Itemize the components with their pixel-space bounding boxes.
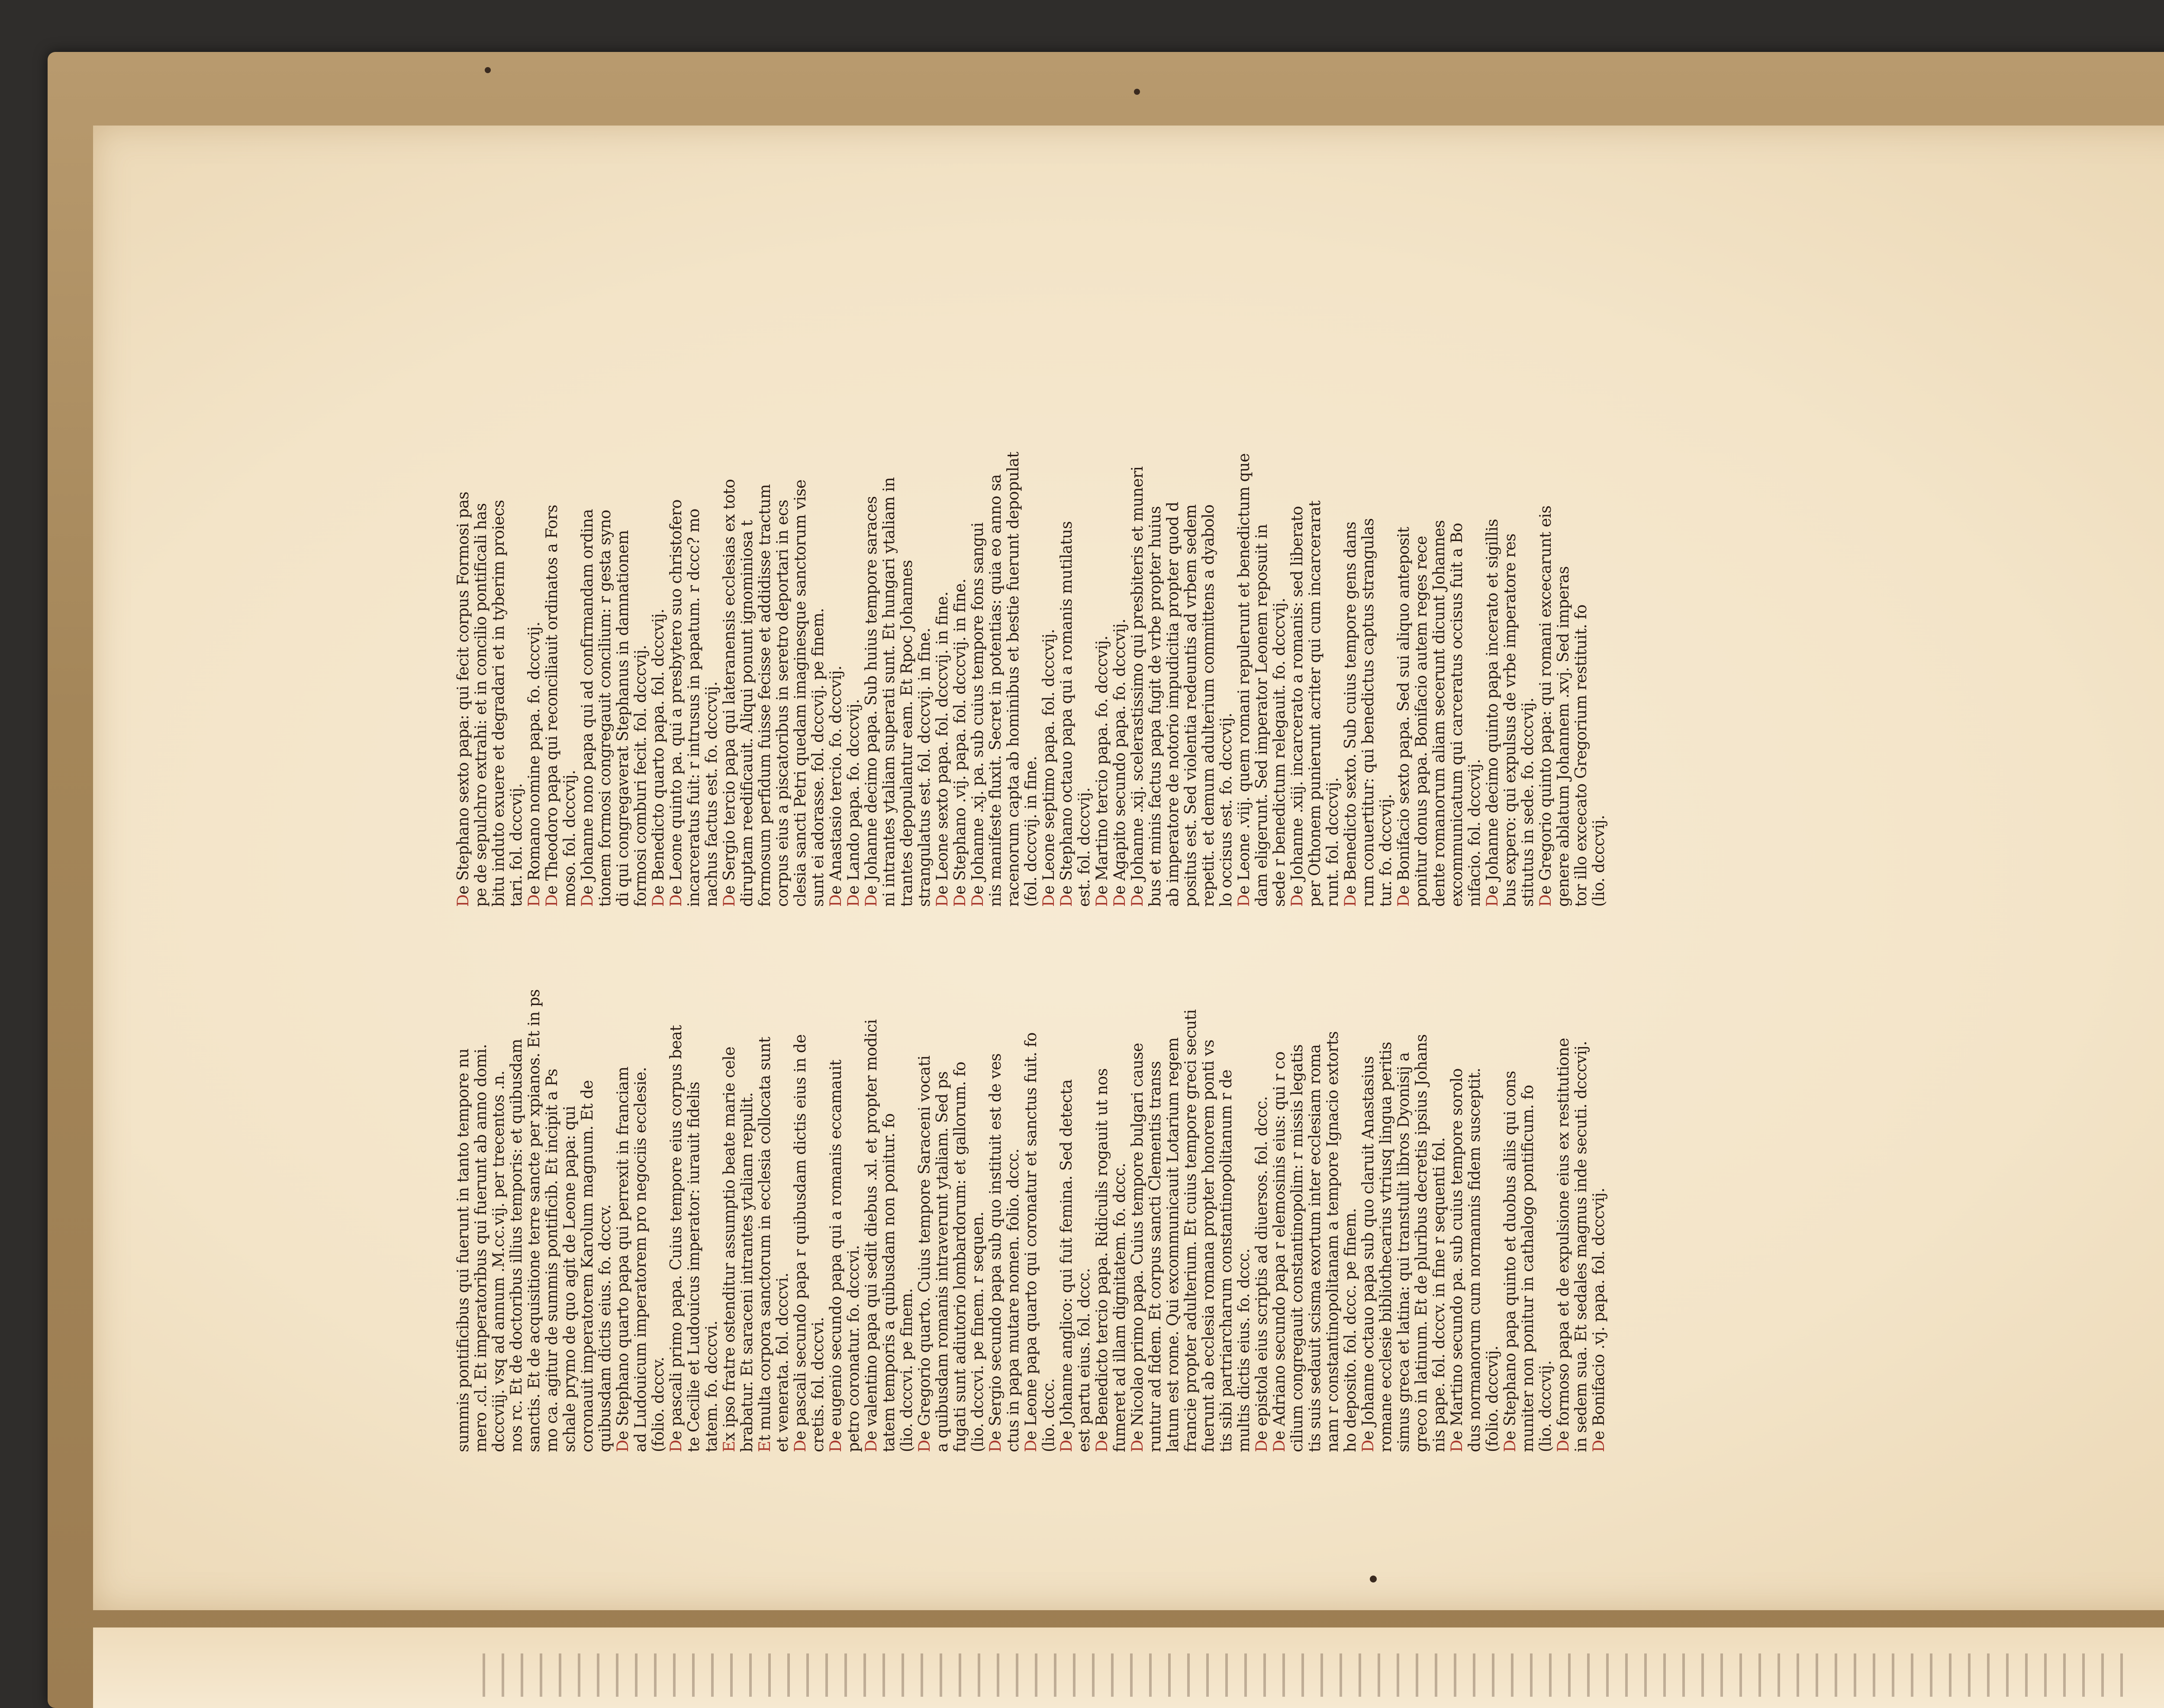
text-line: a quibusdam romanis intraverunt ytaliam. Sed ps: [934, 1071, 951, 1452]
line-text: e Benedicto tercio papa. Ridiculis rogauit ut nos: [1093, 1068, 1111, 1440]
text-line: dente romanorum aliam secerunt dicunt Johannes: [1430, 520, 1448, 907]
text-line: [987, 980, 1005, 1452]
line-text: e Stephano papa quinto et duobus aliis qui cons: [1501, 1071, 1519, 1440]
text-line: ab imperatore de notorio impudicitia propter quod d: [1164, 502, 1182, 907]
text-line: pe de sepulchro extrahi: et in concilio pontificali has: [472, 503, 490, 907]
text-line: [1111, 435, 1129, 907]
text-line: sanctis. Et de acquisitione terre sancte per xpianos. Et in ps: [525, 989, 543, 1452]
line-text: e Romano nomine papa. fo. dcccvij.: [525, 622, 543, 895]
text-line: (lio. dccc.: [1040, 1378, 1058, 1452]
text-line: in sedem sua. Et sedales magnus inde secuti. dcccvij.: [1572, 1041, 1590, 1452]
text-line: (lio. dcccvij.: [1590, 815, 1608, 907]
rubricated-initial: D: [667, 1440, 685, 1452]
text-line: [916, 980, 934, 1452]
text-line: per Othonem punierunt acriter qui cum incarcerarat: [1306, 500, 1324, 907]
rubricated-initial: D: [1093, 1440, 1111, 1452]
text-line: repetit. et demum adulterium committens a dyabolo: [1200, 504, 1217, 907]
line-text: e Johanne decimo papa. Sub huius tempore saraces: [863, 496, 880, 895]
right-text-column: [454, 435, 1749, 907]
line-text: e formoso papa et de expulsione eius ex restitutione: [1555, 1038, 1572, 1440]
line-text: e Johanne octauo papa sub quo claruit Anastasius: [1359, 1056, 1377, 1440]
rubricated-initial: D: [650, 894, 667, 907]
line-text: e Stephano octauo papa qui a romanis mutilatus: [1058, 521, 1076, 895]
line-text: e Stephano sexto papa: qui fecit corpus Formosi pas: [454, 491, 472, 895]
line-text: e pascali secundo papa r quibusdam dictis eius in de: [792, 1034, 809, 1440]
text-line: (lio. dcccvi. pe finem. r sequen.: [969, 1212, 987, 1452]
text-line: brabatur. Et saraceni intrantes ytaliam repulit.: [738, 1092, 756, 1452]
text-line: excommunicatum qui carceratus occisus fuit a Bo: [1448, 523, 1466, 907]
text-line: (lio. dcccvi. pe finem.: [898, 1288, 916, 1452]
rubricated-initial: D: [1484, 894, 1501, 907]
text-line: [1058, 980, 1076, 1452]
text-line: tis suis sedauit scisma exortum inter ecclesiam roma: [1306, 1044, 1324, 1452]
rubricated-initial: D: [543, 894, 561, 907]
page-spot: [1370, 1576, 1377, 1582]
text-line: dcccviij. vsq ad annum .M.cc.vij. per trecentos .n.: [490, 1070, 508, 1452]
text-line: [721, 980, 738, 1452]
line-text: e Johanne .xij. scelerastissimo qui presbiteris et muneri: [1129, 466, 1146, 895]
text-line: sunt ei adorasse. fol. dcccvij. pe finem.: [809, 608, 827, 907]
text-line: [667, 980, 685, 1452]
text-line: [863, 980, 880, 1452]
text-line: nos rc. Et de doctoribus illius temporis: et quibusdam: [508, 1039, 525, 1452]
left-text-column: [454, 980, 1749, 1452]
text-line: ad Ludouicum imperatorem pro negociis ecclesie.: [632, 1067, 650, 1452]
rubricated-initial: D: [1448, 1440, 1466, 1452]
text-line: nifacio. fol. dcccvij.: [1466, 759, 1484, 907]
text-line: bus expero: qui expulsus de vrbe imperatore res: [1501, 533, 1519, 907]
text-line: [863, 435, 880, 907]
line-text: e eugenio secundo papa qui a romanis eccamauit: [827, 1060, 845, 1440]
rubricated-initial: D: [1271, 1440, 1288, 1452]
text-line: [845, 435, 863, 907]
line-text: e Johanne .xj. pa. sub cuius tempore fons sangui: [969, 522, 987, 895]
line-text: e Stephano quarto papa qui perrexit in franciam: [614, 1067, 632, 1440]
text-line: francie propter adulterium. Et cuius tempore greci secuti: [1182, 1009, 1200, 1452]
text-line: [1288, 435, 1306, 907]
rotated-text-area: [454, 413, 1749, 1452]
binding-hole: [485, 67, 491, 73]
line-text: e Lando papa. fo. dcccvij.: [845, 699, 863, 895]
text-line: ni intrantes ytaliam superati sunt. Et hungari ytaliam in: [880, 477, 898, 907]
text-line: [827, 435, 845, 907]
next-page-edge: [93, 1627, 2164, 1708]
text-line: incarceratus fuit: r intrusus in papatum. r dccc? mo: [685, 509, 703, 907]
rubricated-initial: D: [1342, 894, 1359, 907]
rubricated-initial: D: [1537, 894, 1555, 907]
text-line: formosum perfidum fuisse fecisse et addidisse tractum: [756, 484, 774, 907]
text-line: latum est rome. Qui excommunicauit Lotarium regem: [1164, 1037, 1182, 1452]
text-line: runtur ad fidem. Et corpus sancti Clementis transs: [1146, 1061, 1164, 1452]
line-text: e Nicolao primo papa. Cuius tempore bulgari cause: [1129, 1043, 1146, 1440]
rubricated-initial: D: [1129, 1440, 1146, 1452]
text-line: [969, 435, 987, 907]
rubricated-initial: D: [1058, 1440, 1076, 1452]
line-text: e Sergio tercio papa qui lateranensis ecclesias ex toto: [721, 479, 738, 895]
text-line: dam eligerunt. Sed imperator Leonem reposuit in: [1253, 524, 1271, 907]
text-line: tionem formosi congregauit concilium: r gesta syno: [596, 509, 614, 907]
line-text: e Martino secundo pa. sub cuius tempore sorolo: [1448, 1068, 1466, 1440]
text-line: cretis. fol. dcccvi.: [809, 1317, 827, 1452]
line-text: e Martino tercio papa. fo. dcccvij.: [1093, 635, 1111, 895]
line-text: e Bonifacio sexto papa. Sed sui aliquo anteposit: [1395, 527, 1413, 895]
text-line: est partu eius. fol. dccc.: [1076, 1268, 1093, 1452]
text-line: (folio. dcccvij.: [1484, 1346, 1501, 1452]
text-line: et venerata. fol. dcccvi.: [774, 1273, 792, 1452]
line-text: e Leone quinto pa. qui a presbytero suo christofero: [667, 500, 685, 895]
text-line: [1555, 980, 1572, 1452]
text-line: tatem temporis a quibusdam non ponitur. fo: [880, 1113, 898, 1452]
text-line: formosi comburi fecit. fol. dcccvij.: [632, 645, 650, 907]
text-line: coronauit imperatorem Karolum magnum. Et de: [579, 1080, 596, 1452]
text-line: genere ablatum Johannem .xvj. Sed imperas: [1555, 566, 1572, 907]
text-line: [792, 980, 809, 1452]
text-line: [1235, 435, 1253, 907]
text-line: [1395, 435, 1413, 907]
rubricated-initial: D: [1111, 894, 1129, 907]
line-text: e Stephano .vij. papa. fol. dcccvij. in fine.: [951, 578, 969, 895]
text-line: [756, 980, 774, 1452]
text-line: [1342, 435, 1359, 907]
rubricated-initial: D: [863, 1440, 880, 1452]
line-text: e valentino papa qui sedit diebus .xl. et propter modici: [863, 1019, 880, 1440]
text-line: summis pontificibus qui fuerunt in tanto tempore nu: [454, 1048, 472, 1452]
line-text: e epistola eius scriptis ad diuersos. fol. dccc.: [1253, 1096, 1271, 1440]
rubricated-initial: D: [1555, 1440, 1572, 1452]
rubricated-initial: D: [792, 1440, 809, 1452]
text-line: rum conuertitur: qui benedictus captus strangulas: [1359, 518, 1377, 907]
rubricated-initial: D: [721, 894, 738, 907]
text-line: [1590, 980, 1608, 1452]
line-text: e Benedicto quarto papa. fol. dcccvij.: [650, 609, 667, 895]
rubricated-initial: D: [934, 894, 951, 907]
line-text: e Agapito secundo papa. fo. dcccvij.: [1111, 619, 1129, 895]
text-line: bitu induto exuere et degradari et in tyberim proiecs: [490, 500, 508, 907]
rubricated-initial: D: [1288, 894, 1306, 907]
text-line: [1022, 980, 1040, 1452]
rubricated-initial: E: [756, 1441, 774, 1452]
text-line: te Cecilie et Ludouicus imperator: iurauit fidelis: [685, 1082, 703, 1452]
rubricated-initial: D: [1253, 1440, 1271, 1452]
rubricated-initial: D: [1395, 894, 1413, 907]
text-line: mo ca. agitur de summis pontificib. Et incipit a Ps: [543, 1069, 561, 1452]
text-line: racenorum capta ab hominibus et bestie fuerunt depopulat: [1005, 451, 1022, 907]
text-line: bus et minis factus papa fugit de vrbe propter huius: [1146, 506, 1164, 907]
text-line: diruptam reedificauit. Aliqui ponunt ignominiosa t: [738, 520, 756, 907]
text-line: trantes depopulantur eam. Et Rpoc Johannes: [898, 560, 916, 907]
text-line: strangulatus est. fol. dcccvij. in fine.: [916, 628, 934, 907]
rubricated-initial: D: [916, 1440, 934, 1452]
rubricated-initial: D: [827, 1440, 845, 1452]
text-line: [650, 435, 667, 907]
text-line: ho deposito. fol. dccc. pe finem.: [1342, 1208, 1359, 1452]
text-line: est. fol. dcccvij.: [1076, 787, 1093, 907]
text-line: greco in latinum. Et de pluribus decretis ipsius Johans: [1413, 1034, 1430, 1452]
line-text: e Leone .viij. quem romani repulerunt et benedictum que: [1235, 453, 1253, 895]
line-text: e Leone papa quarto qui coronatur et sanctus fuit. fo: [1022, 1032, 1040, 1440]
rubricated-initial: D: [1022, 1440, 1040, 1452]
text-line: [1271, 980, 1288, 1452]
text-line: [1040, 435, 1058, 907]
text-line: [579, 435, 596, 907]
line-text: t multa corpora sanctorum in ecclesia collocata sunt: [756, 1037, 774, 1441]
rubricated-initial: D: [969, 894, 987, 907]
line-text: e Johanne .xiij. incarcerato a romanis: sed liberato: [1288, 506, 1306, 895]
text-line: [1448, 980, 1466, 1452]
text-line: [1484, 435, 1501, 907]
rubricated-initial: D: [1501, 1440, 1519, 1452]
text-line: dus normanorum cum normannis fidem susceptit.: [1466, 1068, 1484, 1452]
rubricated-initial: D: [1590, 1440, 1608, 1452]
text-line: fuerunt ab ecclesia romana propter honorem ponti vs: [1200, 1039, 1217, 1452]
text-line: ctus in papa mutare nomen. folio. dccc.: [1005, 1148, 1022, 1452]
text-line: runt. fol. dcccvij.: [1324, 777, 1342, 907]
text-line: [667, 435, 685, 907]
text-line: cilium congregauit constantinopolim: r missis legatis: [1288, 1044, 1306, 1452]
line-text: x ipso fratre ostenditur assumptio beate marie cele: [721, 1047, 738, 1441]
text-line: [1129, 435, 1146, 907]
text-line: nis pape. fol. dcccv. in fine r sequenti fol.: [1430, 1137, 1448, 1452]
text-line: [1359, 980, 1377, 1452]
text-line: [1129, 980, 1146, 1452]
text-line: schale prymo de quo agit de Leone papa: qui: [561, 1106, 579, 1452]
text-line: nachus factus est. fo. dcccvij.: [703, 681, 721, 907]
rubricated-initial: D: [667, 894, 685, 907]
line-text: e Bonifacio .vj. papa. fol. dcccvij.: [1590, 1188, 1608, 1440]
text-line: muniter non ponitur in cathalogo pontificum. fo: [1519, 1085, 1537, 1452]
text-line: simus greca et latina: qui transtulit libros Dyonisij a: [1395, 1052, 1413, 1452]
text-line: lo occisus est. fo. dcccvij.: [1217, 712, 1235, 907]
rubricated-initial: D: [987, 1440, 1005, 1452]
line-text: e Anastasio tercio. fo. dcccvij.: [827, 665, 845, 895]
text-line: (folio. dcccv.: [650, 1357, 667, 1452]
rubricated-initial: D: [1058, 894, 1076, 907]
line-text: e Johanne decimo quinto papa incerato et sigillis: [1484, 519, 1501, 895]
rubricated-initial: D: [951, 894, 969, 907]
text-line: romane ecclesie bibliothecarius vtriusq lingua peritis: [1377, 1042, 1395, 1452]
text-line: [1253, 980, 1271, 1452]
text-line: [543, 435, 561, 907]
text-line: mero .cl. Et imperatoribus qui fuerunt ab anno domi.: [472, 1044, 490, 1452]
binding-hole: [1134, 89, 1140, 95]
rubricated-initial: D: [614, 1440, 632, 1452]
text-line: multis dictis eius. fo. dccc.: [1235, 1248, 1253, 1452]
rubricated-initial: D: [1093, 894, 1111, 907]
text-line: [1537, 435, 1555, 907]
text-line: [1501, 980, 1519, 1452]
text-line: fumeret ad illam dignitatem. fo. dccc.: [1111, 1163, 1129, 1452]
line-text: e Leone sexto papa. fol. dcccvij. in fine.: [934, 591, 951, 895]
text-line: (lio. dcccvij.: [1537, 1360, 1555, 1452]
text-line: quibusdam dictis eius. fo. dcccv.: [596, 1204, 614, 1452]
rubricated-initial: E: [721, 1441, 738, 1452]
line-text: e Johanne anglico: qui fuit femina. Sed detecta: [1058, 1079, 1076, 1440]
text-line: moso. fol. dcccvij.: [561, 770, 579, 907]
text-line: [951, 435, 969, 907]
text-line: [827, 980, 845, 1452]
line-text: e Theodoro papa qui reconciliauit ordinatos a Fors: [543, 505, 561, 895]
rubricated-initial: D: [1040, 894, 1058, 907]
line-text: e Leone septimo papa. fol. dcccvij.: [1040, 629, 1058, 895]
text-line: (fol. dcccvij. in fine.: [1022, 756, 1040, 907]
text-line: ponitur donus papa. Bonifacio autem reges rece: [1413, 536, 1430, 907]
text-line: sede r benedictum relegauit. fo. dcccvij.: [1271, 598, 1288, 907]
line-text: e Benedicto sexto. Sub cuius tempore gens dans: [1342, 522, 1359, 895]
text-line: [454, 435, 472, 907]
text-line: tur. fo. dcccvij.: [1377, 794, 1395, 907]
line-text: e Johanne nono papa qui ad confirmandam ordina: [579, 509, 596, 895]
text-line: clesia sancti Petri quedam imaginesque sanctorum vise: [792, 480, 809, 907]
text-line: tari. fol. dcccvij.: [508, 783, 525, 907]
line-text: e Adriano secundo papa r elemosinis eius: qui r co: [1271, 1051, 1288, 1440]
rubricated-initial: D: [827, 894, 845, 907]
text-line: nam r constantinopolitanam a tempore Ignacio extorts: [1324, 1031, 1342, 1452]
rubricated-initial: D: [863, 894, 880, 907]
text-line: tatem. fo. dcccvi.: [703, 1321, 721, 1452]
line-text: e Sergio secundo papa sub quo instituit est de ves: [987, 1053, 1005, 1440]
rubricated-initial: D: [1359, 1440, 1377, 1452]
text-line: [614, 980, 632, 1452]
rubricated-initial: D: [1129, 894, 1146, 907]
rubricated-initial: D: [525, 894, 543, 907]
text-line: [525, 435, 543, 907]
line-text: e Gregorio quinto papa: qui romani excecarunt eis: [1537, 506, 1555, 895]
text-line: corpus eius a piscatoribus in seretro deportari in ecs: [774, 500, 792, 907]
rubricated-initial: D: [845, 894, 863, 907]
text-line: [934, 435, 951, 907]
text-line: petro coronatur. fo. dcccvi.: [845, 1245, 863, 1452]
text-line: tis sibi partriarcharum constantinopolitanum r de: [1217, 1070, 1235, 1452]
line-text: e pascali primo papa. Cuius tempore eius corpus beat: [667, 1025, 685, 1440]
text-line: [1058, 435, 1076, 907]
text-line: nis manifeste fluxit. Secret in potentias: quia eo anno sa: [987, 474, 1005, 907]
next-page-text-fragments: [483, 1653, 2127, 1697]
text-line: [721, 435, 738, 907]
rubricated-initial: D: [579, 894, 596, 907]
text-line: [1093, 980, 1111, 1452]
text-line: [1093, 435, 1111, 907]
rubricated-initial: D: [1235, 894, 1253, 907]
text-line: tor illo excecato Gregorium restituit. fo: [1572, 604, 1590, 907]
text-line: di qui congregaverat Stephanus in damnationem: [614, 530, 632, 907]
rotated-text-block: [454, 413, 1749, 1452]
text-line: fugati sunt adiutorio lombardorum: et gallorum. fo: [951, 1061, 969, 1452]
text-line: stitutus in sede. fo. dcccvij.: [1519, 697, 1537, 907]
text-line: positus est. Sed violentia redeuntis ad vrbem sedem: [1182, 504, 1200, 907]
line-text: e Gregorio quarto. Cuius tempore Saraceni vocati: [916, 1055, 934, 1440]
rubricated-initial: D: [454, 894, 472, 907]
